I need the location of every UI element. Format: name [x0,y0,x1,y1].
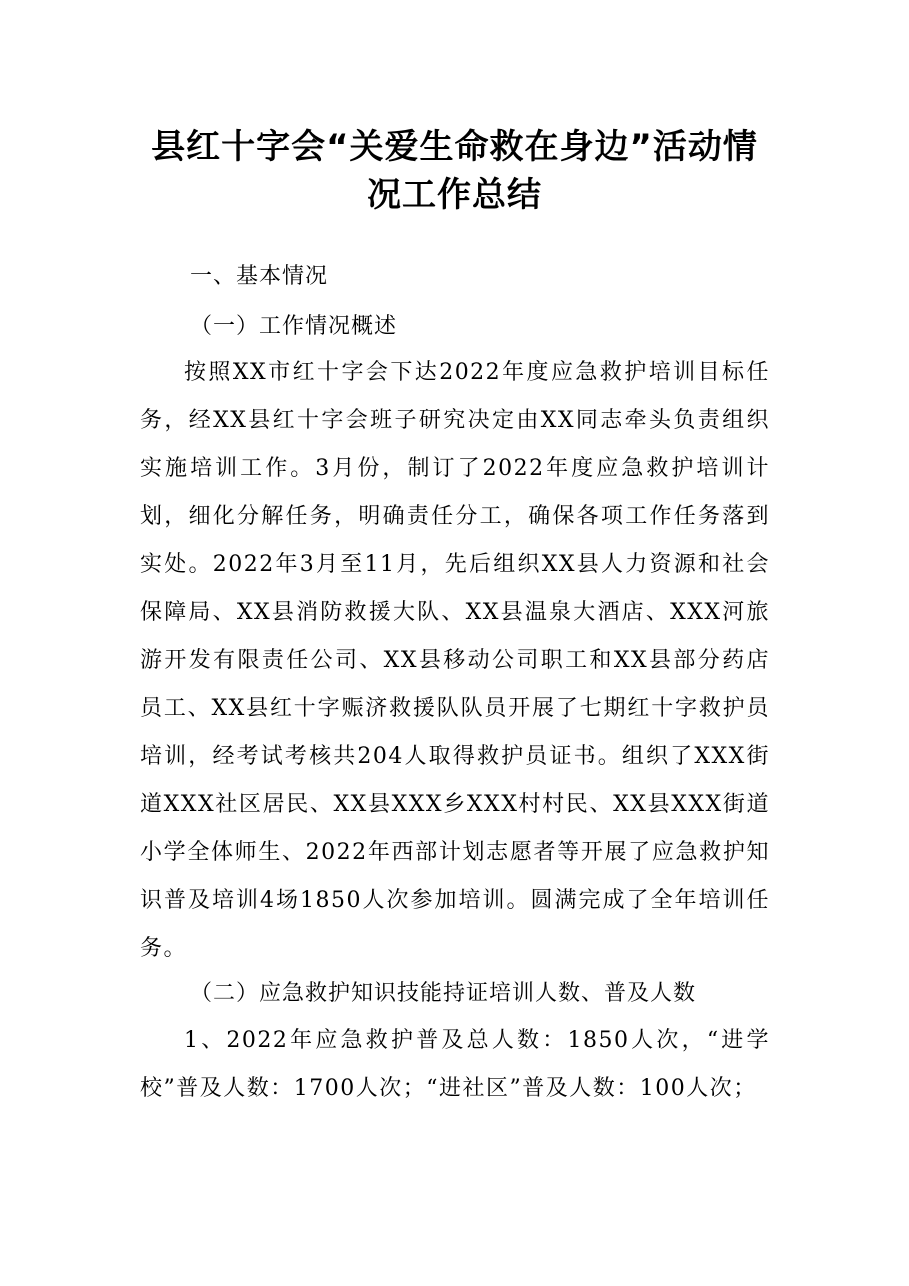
section-heading-basic-situation: 一、基本情况 [190,264,329,289]
paragraph-training-numbers: 1、2022年应急救护普及总人数：1850人次，“进学校”普及人数：1700人次；“进社区”普及人数：100人次； [140,1028,770,1101]
document-title-line-2: 况工作总结 [367,175,542,215]
subsection-heading-training-numbers: （二）应急救护知识技能持证培训人数、普及人数 [190,981,697,1006]
paragraph-work-overview: 按照XX市红十字会下达2022年度应急救护培训目标任务，经XX县红十字会班子研究决定由XX同志牵头负责组织实施培训工作。3月份，制订了2022年度应急救护培训计划，细化分解任务，明确责任分工，确保各项工作任务落到实处。2022年3月至11月，先后组织XX县人力资源和社会保障局、XX县消防救援大队、XX县温泉大酒店、XXX河旅游开发有限责任公司、XX县移动公司职工和XX县部分药店员工、XX县红十字赈济救援队队员开展了七期红十字救护员培训，经考试考核共204人取得救护员证书。组织了XXX街道XXX社区居民、XX县XXX乡XXX村村民、XX县XXX街道小学全体师生、2022年西部计划志愿者等开展了应急救护知识普及培训4场1850人次参加培训。圆满完成了全年培训任务。 [140,360,770,961]
document-title-line-1: 县红十字会“关爱生命救在身边”活动情 [151,127,758,167]
subsection-heading-work-overview: （一）工作情况概述 [190,314,398,339]
